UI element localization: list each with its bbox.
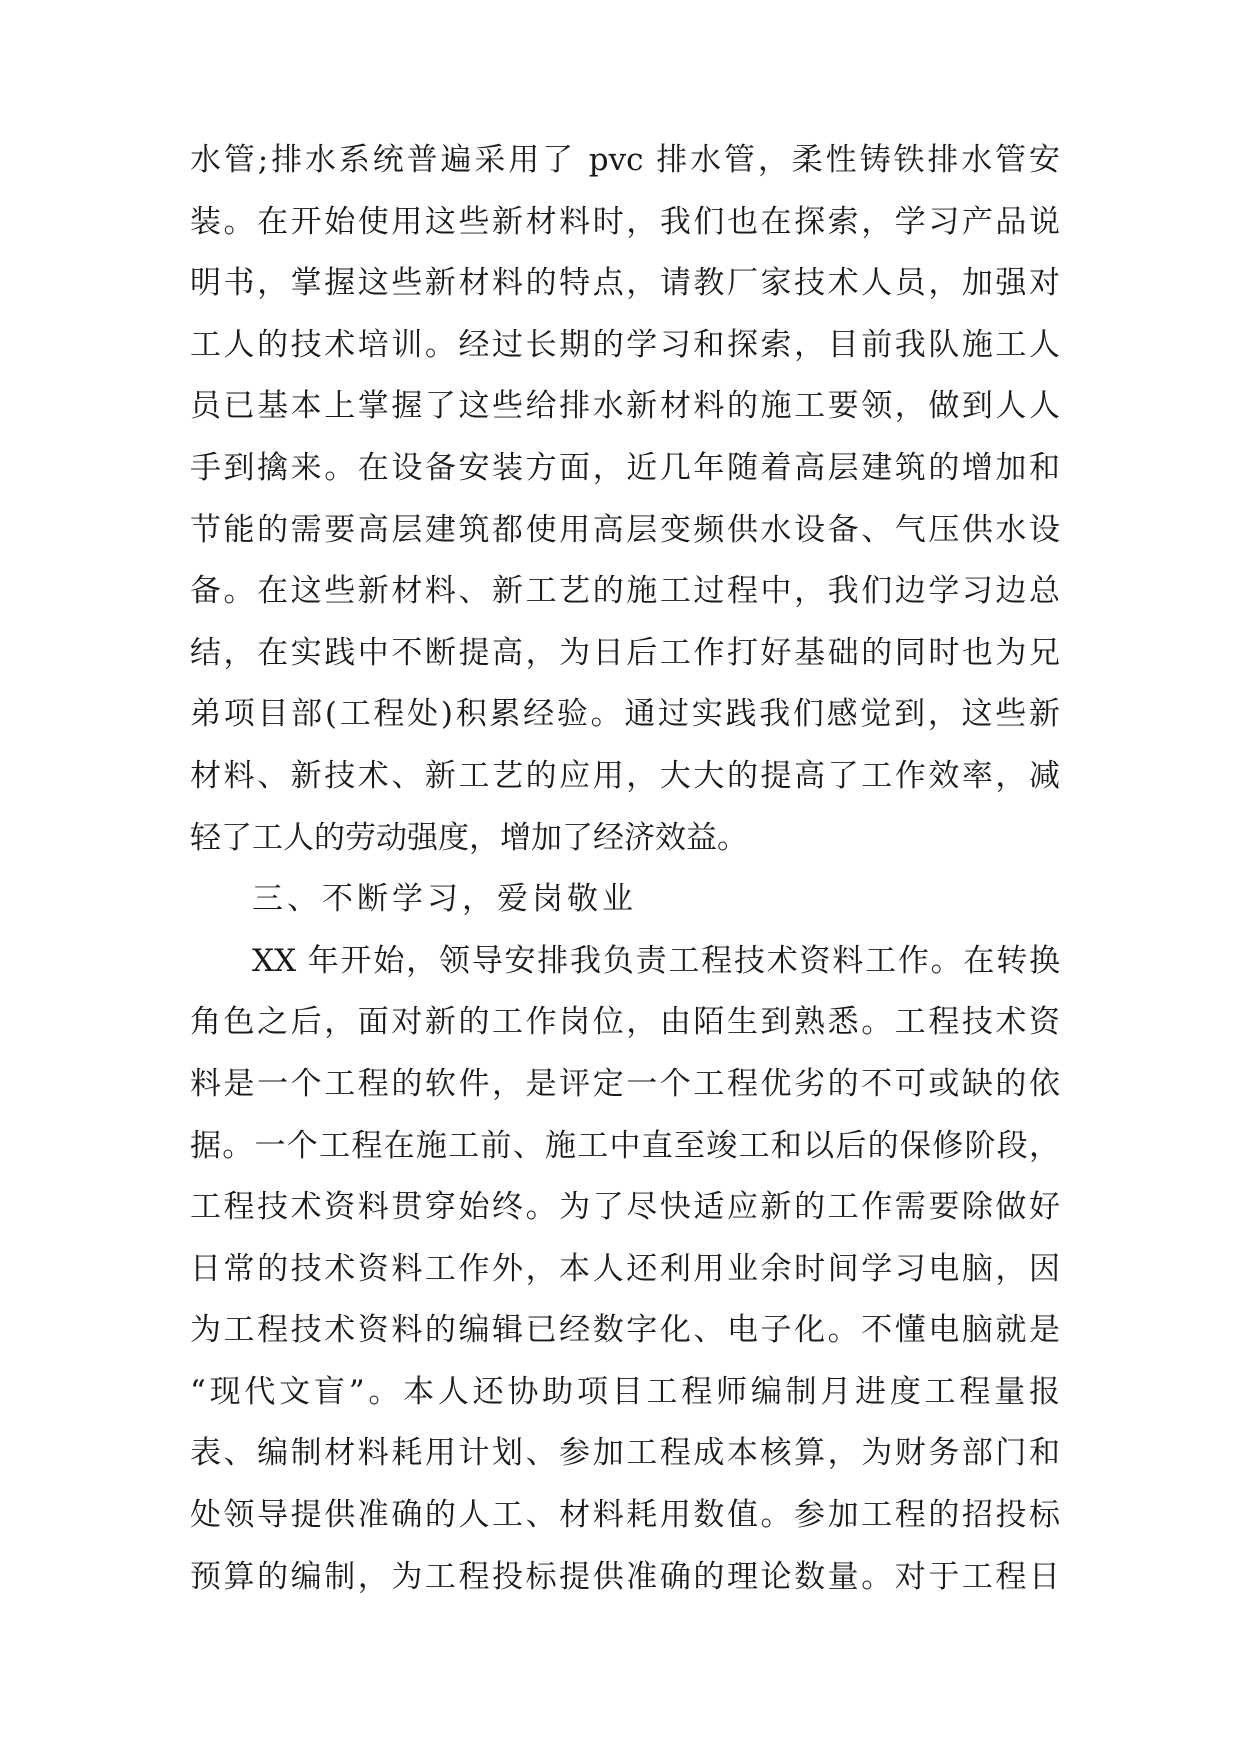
text-line: 角色之后，面对新的工作岗位，由陌生到熟悉。工程技术资 [190,1004,1060,1041]
text-line: 料是一个工程的软件，是评定一个工程优劣的不可或缺的依 [190,1065,1060,1102]
text-line: 日常的技术资料工作外，本人还利用业余时间学习电脑，因 [190,1250,1060,1287]
text-line: 表、编制材料耗用计划、参加工程成本核算，为财务部门和 [190,1435,1060,1472]
section-heading: 三、不断学习，爱岗敬业 [252,881,637,918]
body-text [190,130,1060,1608]
text-line: 手到擒来。在设备安装方面，近几年随着高层建筑的增加和 [190,449,1060,486]
text-line: 弟项目部(工程处)积累经验。通过实践我们感觉到，这些新 [190,696,1060,733]
text-line: 工人的技术培训。经过长期的学习和探索，目前我队施工人 [190,326,1060,363]
text-line: 结，在实践中不断提高，为日后工作打好基础的同时也为兄 [190,634,1060,671]
text-line: 处领导提供准确的人工、材料耗用数值。参加工程的招投标 [190,1497,1060,1534]
text-line: 材料、新技术、新工艺的应用，大大的提高了工作效率，减 [190,757,1060,794]
text-line: 据。一个工程在施工前、施工中直至竣工和以后的保修阶段， [190,1127,1060,1164]
text-line: 轻了工人的劳动强度，增加了经济效益。 [190,819,748,856]
text-line: 明书，掌握这些新材料的特点，请教厂家技术人员，加强对 [190,265,1060,302]
text-line: 节能的需要高层建筑都使用高层变频供水设备、气压供水设 [190,511,1060,548]
text-line: 为工程技术资料的编辑已经数字化、电子化。不懂电脑就是 [190,1312,1060,1349]
text-line: 预算的编制，为工程投标提供准确的理论数量。对于工程日 [190,1558,1060,1595]
text-line: 水管;排水系统普遍采用了 pvc 排水管，柔性铸铁排水管安 [190,142,1060,178]
text-line: 工程技术资料贯穿始终。为了尽快适应新的工作需要除做好 [190,1189,1060,1226]
paragraph-first-line: XX 年开始，领导安排我负责工程技术资料工作。在转换 [252,942,1060,979]
text-line: “现代文盲”。本人还协助项目工程师编制月进度工程量报 [190,1373,1060,1410]
text-line: 员已基本上掌握了这些给排水新材料的施工要领，做到人人 [190,388,1060,425]
text-line: 备。在这些新材料、新工艺的施工过程中，我们边学习边总 [190,573,1060,610]
text-line: 装。在开始使用这些新材料时，我们也在探索，学习产品说 [190,203,1060,240]
